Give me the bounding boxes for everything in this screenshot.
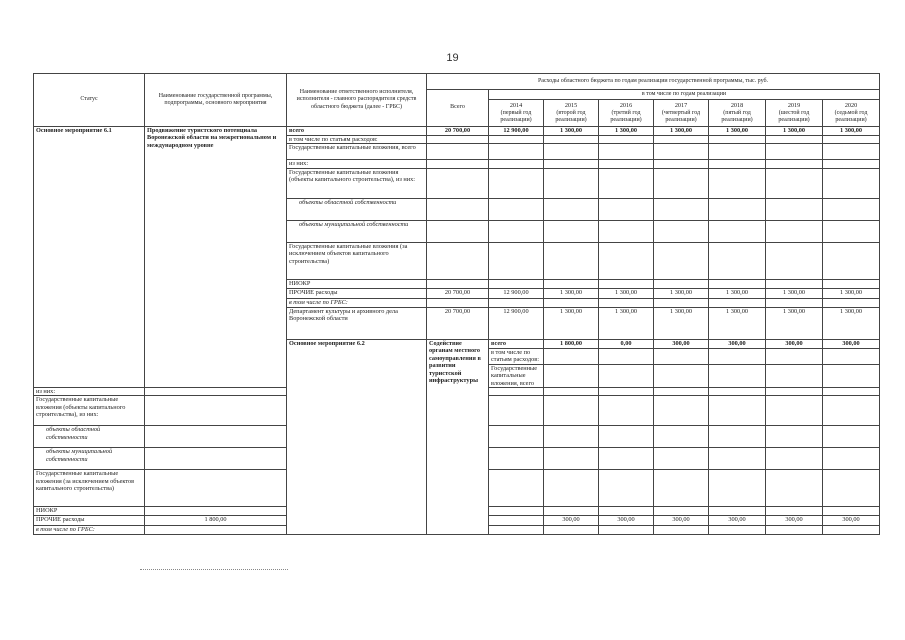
measure2-total-2018: 300,00 xyxy=(823,339,880,348)
header-year-5: 2018 (пятый год реализации) xyxy=(709,100,766,127)
measure1-other-2016: 1 300,00 xyxy=(599,288,654,298)
measure2-other-2017: 300,00 xyxy=(654,516,709,526)
header-status: Статус xyxy=(34,74,145,127)
measure1-other-2019: 1 300,00 xyxy=(766,288,823,298)
measure2-regional-property-label: объекты областной собственности xyxy=(34,426,145,448)
header-year-3: 2016 (третий год реализации) xyxy=(599,100,654,127)
measure1-grbs-2014: 12 900,00 xyxy=(489,307,544,339)
measure1-grbs-2019: 1 300,00 xyxy=(766,307,823,339)
measure1-grbs-all: 20 700,00 xyxy=(427,307,489,339)
measure1-regional-property-label: объекты областной собственности xyxy=(287,198,427,220)
measure1-other-all: 20 700,00 xyxy=(427,288,489,298)
measure1-municipal-property-label: объекты муниципальной собственности xyxy=(287,220,427,242)
measure2-total-label: всего xyxy=(489,339,544,348)
header-executor: Наименование ответственного исполнителя, исполнителя - главного распорядителя средств областного бюджета (далее - ГРБС) xyxy=(287,74,427,127)
measure2-municipal-property-label: объекты муниципальной собственности xyxy=(34,448,145,470)
measure1-grbs-label: в том числе по ГРБС: xyxy=(287,298,427,307)
measure1-other-2014: 12 900,00 xyxy=(489,288,544,298)
measure2-other-2014 xyxy=(489,516,544,526)
measure1-other-2015: 1 300,00 xyxy=(544,288,599,298)
measure1-other-2017: 1 300,00 xyxy=(654,288,709,298)
measure1-total-2020: 1 300,00 xyxy=(823,127,880,136)
measure1-articles-label: в том числе по статьям расходов: xyxy=(287,136,427,144)
measure2-total-2016: 300,00 xyxy=(709,339,766,348)
measure2-capital-label: Государственные капитальные вложения, всего xyxy=(489,364,544,387)
measure1-capital-label: Государственные капитальные вложения, всего xyxy=(287,144,427,160)
measure1-total-all: 20 700,00 xyxy=(427,127,489,136)
measure2-capital-construction-label: Государственные капитальные вложения (объекты капитального строительства), из них: xyxy=(34,396,145,426)
measure1-other-label: ПРОЧИЕ расходы xyxy=(287,288,427,298)
measure2-other-label: ПРОЧИЕ расходы xyxy=(34,516,145,526)
header-by-years: в том числе по годам реализации xyxy=(489,90,880,100)
measure1-capital-excl-label: Государственные капитальные вложения (за исключением объектов капитального строительства) xyxy=(287,242,427,279)
measure2-total-all: 1 800,00 xyxy=(544,339,599,348)
measure1-grbs-2015: 1 300,00 xyxy=(544,307,599,339)
measure1-total-label: всего xyxy=(287,127,427,136)
measure1-of-them-label: из них: xyxy=(287,160,427,168)
header-year-7: 2020 (седьмой год реализации) xyxy=(823,100,880,127)
header-year-1: 2014 (первый год реализации) xyxy=(489,100,544,127)
budget-table xyxy=(33,73,880,535)
header-program-name: Наименование государственной программы, подпрограммы, основного мероприятия xyxy=(145,74,287,127)
scan-artifact-line xyxy=(140,569,288,571)
measure2-other-2015: 300,00 xyxy=(544,516,599,526)
measure2-other-all: 1 800,00 xyxy=(145,516,287,526)
measure2-other-2018: 300,00 xyxy=(709,516,766,526)
header-expenses-title: Расходы областного бюджета по годам реализации государственной программы, тыс. руб. xyxy=(427,74,880,90)
measure1-total-2014: 12 900,00 xyxy=(489,127,544,136)
measure1-total-2016: 1 300,00 xyxy=(599,127,654,136)
measure1-total-2017: 1 300,00 xyxy=(654,127,709,136)
measure1-grbs-name: Департамент культуры и архивного дела Воронежской области xyxy=(287,307,427,339)
measure1-grbs-2020: 1 300,00 xyxy=(823,307,880,339)
measure2-articles-label: в том числе по статьям расходов: xyxy=(489,348,544,364)
measure1-total-2019: 1 300,00 xyxy=(766,127,823,136)
header-year-2: 2015 (второй год реализации) xyxy=(544,100,599,127)
measure1-total-2018: 1 300,00 xyxy=(709,127,766,136)
measure1-total-2015: 1 300,00 xyxy=(544,127,599,136)
measure2-grbs-label: в том числе по ГРБС: xyxy=(34,526,145,535)
measure1-grbs-2018: 1 300,00 xyxy=(709,307,766,339)
measure1-grbs-2017: 1 300,00 xyxy=(654,307,709,339)
measure1-status: Основное мероприятие 6.1 xyxy=(34,127,145,388)
measure1-capital-construction-label: Государственные капитальные вложения (объекты капитального строительства), из них: xyxy=(287,168,427,198)
measure2-other-2019: 300,00 xyxy=(766,516,823,526)
measure2-other-2020: 300,00 xyxy=(823,516,880,526)
header-total: Всего xyxy=(427,90,489,127)
measure1-other-2020: 1 300,00 xyxy=(823,288,880,298)
measure2-status: Основное мероприятие 6.2 xyxy=(287,339,427,535)
measure1-grbs-2016: 1 300,00 xyxy=(599,307,654,339)
measure2-name: Содействие органам местного самоуправления в развитии туристской инфраструктуры xyxy=(427,339,489,535)
measure1-niokr-label: НИОКР xyxy=(287,279,427,288)
page-number: 19 xyxy=(446,52,459,64)
header-year-4: 2017 (четвертый год реализации) xyxy=(654,100,709,127)
measure2-capital-excl-label: Государственные капитальные вложения (за исключением объектов капитального строительства) xyxy=(34,470,145,507)
measure2-other-2016: 300,00 xyxy=(599,516,654,526)
measure1-name: Продвижение туристского потенциала Воронежской области на межрегиональном и международном уровне xyxy=(145,127,287,388)
measure2-of-them-label: из них: xyxy=(34,387,145,395)
header-year-6: 2019 (шестой год реализации) xyxy=(766,100,823,127)
measure1-other-2018: 1 300,00 xyxy=(709,288,766,298)
measure2-niokr-label: НИОКР xyxy=(34,507,145,516)
measure2-total-2017: 300,00 xyxy=(766,339,823,348)
measure2-total-2014: 0,00 xyxy=(599,339,654,348)
measure2-total-2015: 300,00 xyxy=(654,339,709,348)
